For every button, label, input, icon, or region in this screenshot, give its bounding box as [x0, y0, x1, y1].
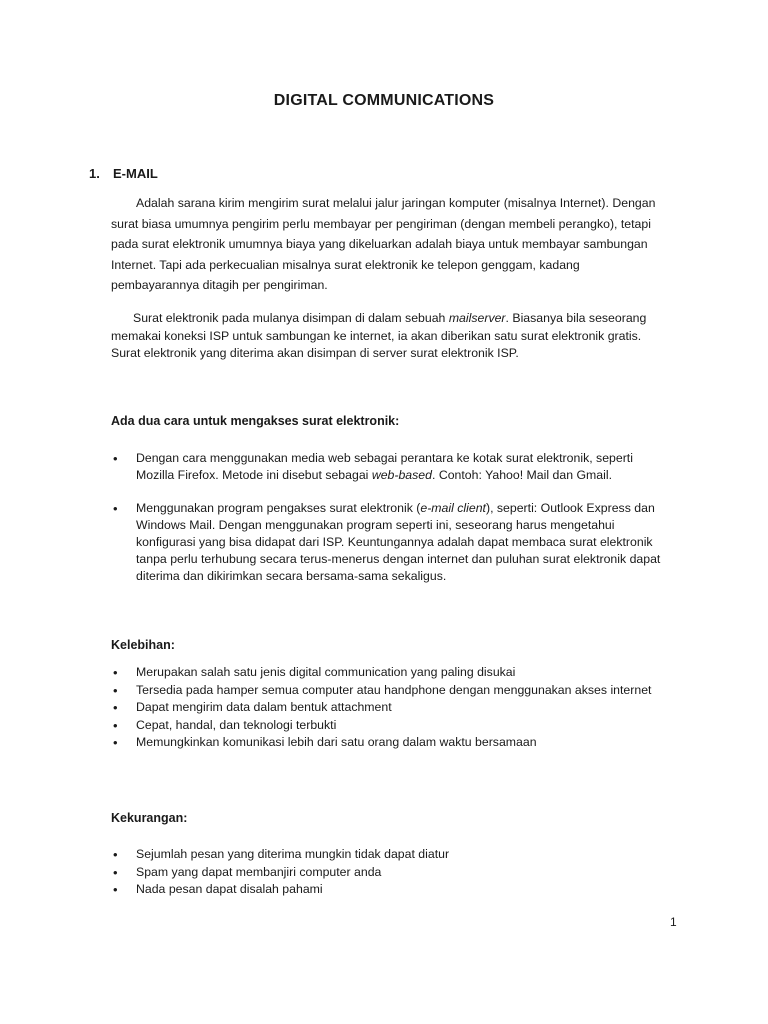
cons-list	[111, 846, 671, 899]
list-item: • Cepat, handal, dan teknologi terbukti	[111, 717, 671, 735]
section-number: 1.	[89, 166, 100, 181]
list-item: • Dapat mengirim data dalam bentuk attachment	[111, 699, 671, 717]
list-item-text: Dengan cara menggunakan media web sebagai perantara ke kotak surat elektronik, seperti Mozilla Firefox. Metode ini disebut sebagai	[136, 451, 633, 482]
list-item-italic-term: web-based	[371, 468, 432, 482]
cons-heading: Kekurangan:	[111, 811, 188, 825]
section-title: E-MAIL	[113, 166, 158, 181]
list-item: • Nada pesan dapat disalah pahami	[111, 881, 671, 899]
intro-paragraph: Adalah sarana kirim mengirim surat melalui jalur jaringan komputer (misalnya Internet). Dengan surat biasa umumnya pengirim perlu membayar per pengiriman (dengan membeli perangko), tetapi pada surat elektronik umumnya biaya yang dikeluarkan adalah biaya untuk membayar sambungan Internet. Tapi ada perkecualian misalnya surat elektronik ke telepon genggam, kadang pembayarannya ditagih per pengiriman.	[111, 196, 656, 293]
paragraph-text: . Biasanya bila seseorang memakai koneksi ISP untuk sambungan ke internet, ia akan diberikan satu surat elektronik gratis. Surat elektronik yang diterima akan disimpan di server surat elektronik ISP.	[111, 311, 647, 360]
pros-list	[111, 664, 671, 752]
list-item: • Merupakan salah satu jenis digital communication yang paling disukai	[111, 664, 671, 682]
list-item-text: . Contoh: Yahoo! Mail dan Gmail.	[431, 468, 612, 482]
list-item-text: Menggunakan program pengakses surat elektronik (	[136, 501, 421, 515]
list-item	[111, 500, 671, 585]
list-item-text: ), seperti: Outlook Express dan Windows Mail. Dengan menggunakan program seperti ini, seseorang harus mengetahui konfigurasi yang bisa didapat dari ISP. Keuntungannya adalah dapat membaca surat elektronik tanpa perlu terhubung secara terus-menerus dengan internet dan puluhan surat elektronik dapat diterima dan dikirimkan secara bersama-sama sekaligus.	[136, 501, 661, 583]
section-heading	[89, 166, 158, 181]
paragraph-italic-term: mailserver	[448, 311, 506, 325]
list-item: • Tersedia pada hamper semua computer atau handphone dengan menggunakan akses internet	[111, 682, 671, 700]
list-item: • Memungkinkan komunikasi lebih dari satu orang dalam waktu bersamaan	[111, 734, 671, 752]
list-item	[111, 450, 671, 484]
pros-heading: Kelebihan:	[111, 638, 175, 652]
paragraph-text: Surat elektronik pada mulanya disimpan di dalam sebuah	[133, 311, 449, 325]
access-heading: Ada dua cara untuk mengakses surat elektronik:	[111, 414, 400, 428]
page-number: 1	[670, 915, 677, 929]
document-title: DIGITAL COMMUNICATIONS	[273, 92, 495, 109]
mailserver-paragraph	[111, 310, 671, 363]
list-item-italic-term: e-mail client	[420, 501, 486, 515]
access-list	[111, 450, 671, 601]
list-item: • Sejumlah pesan yang diterima mungkin tidak dapat diatur	[111, 846, 671, 864]
list-item: • Spam yang dapat membanjiri computer anda	[111, 864, 671, 882]
